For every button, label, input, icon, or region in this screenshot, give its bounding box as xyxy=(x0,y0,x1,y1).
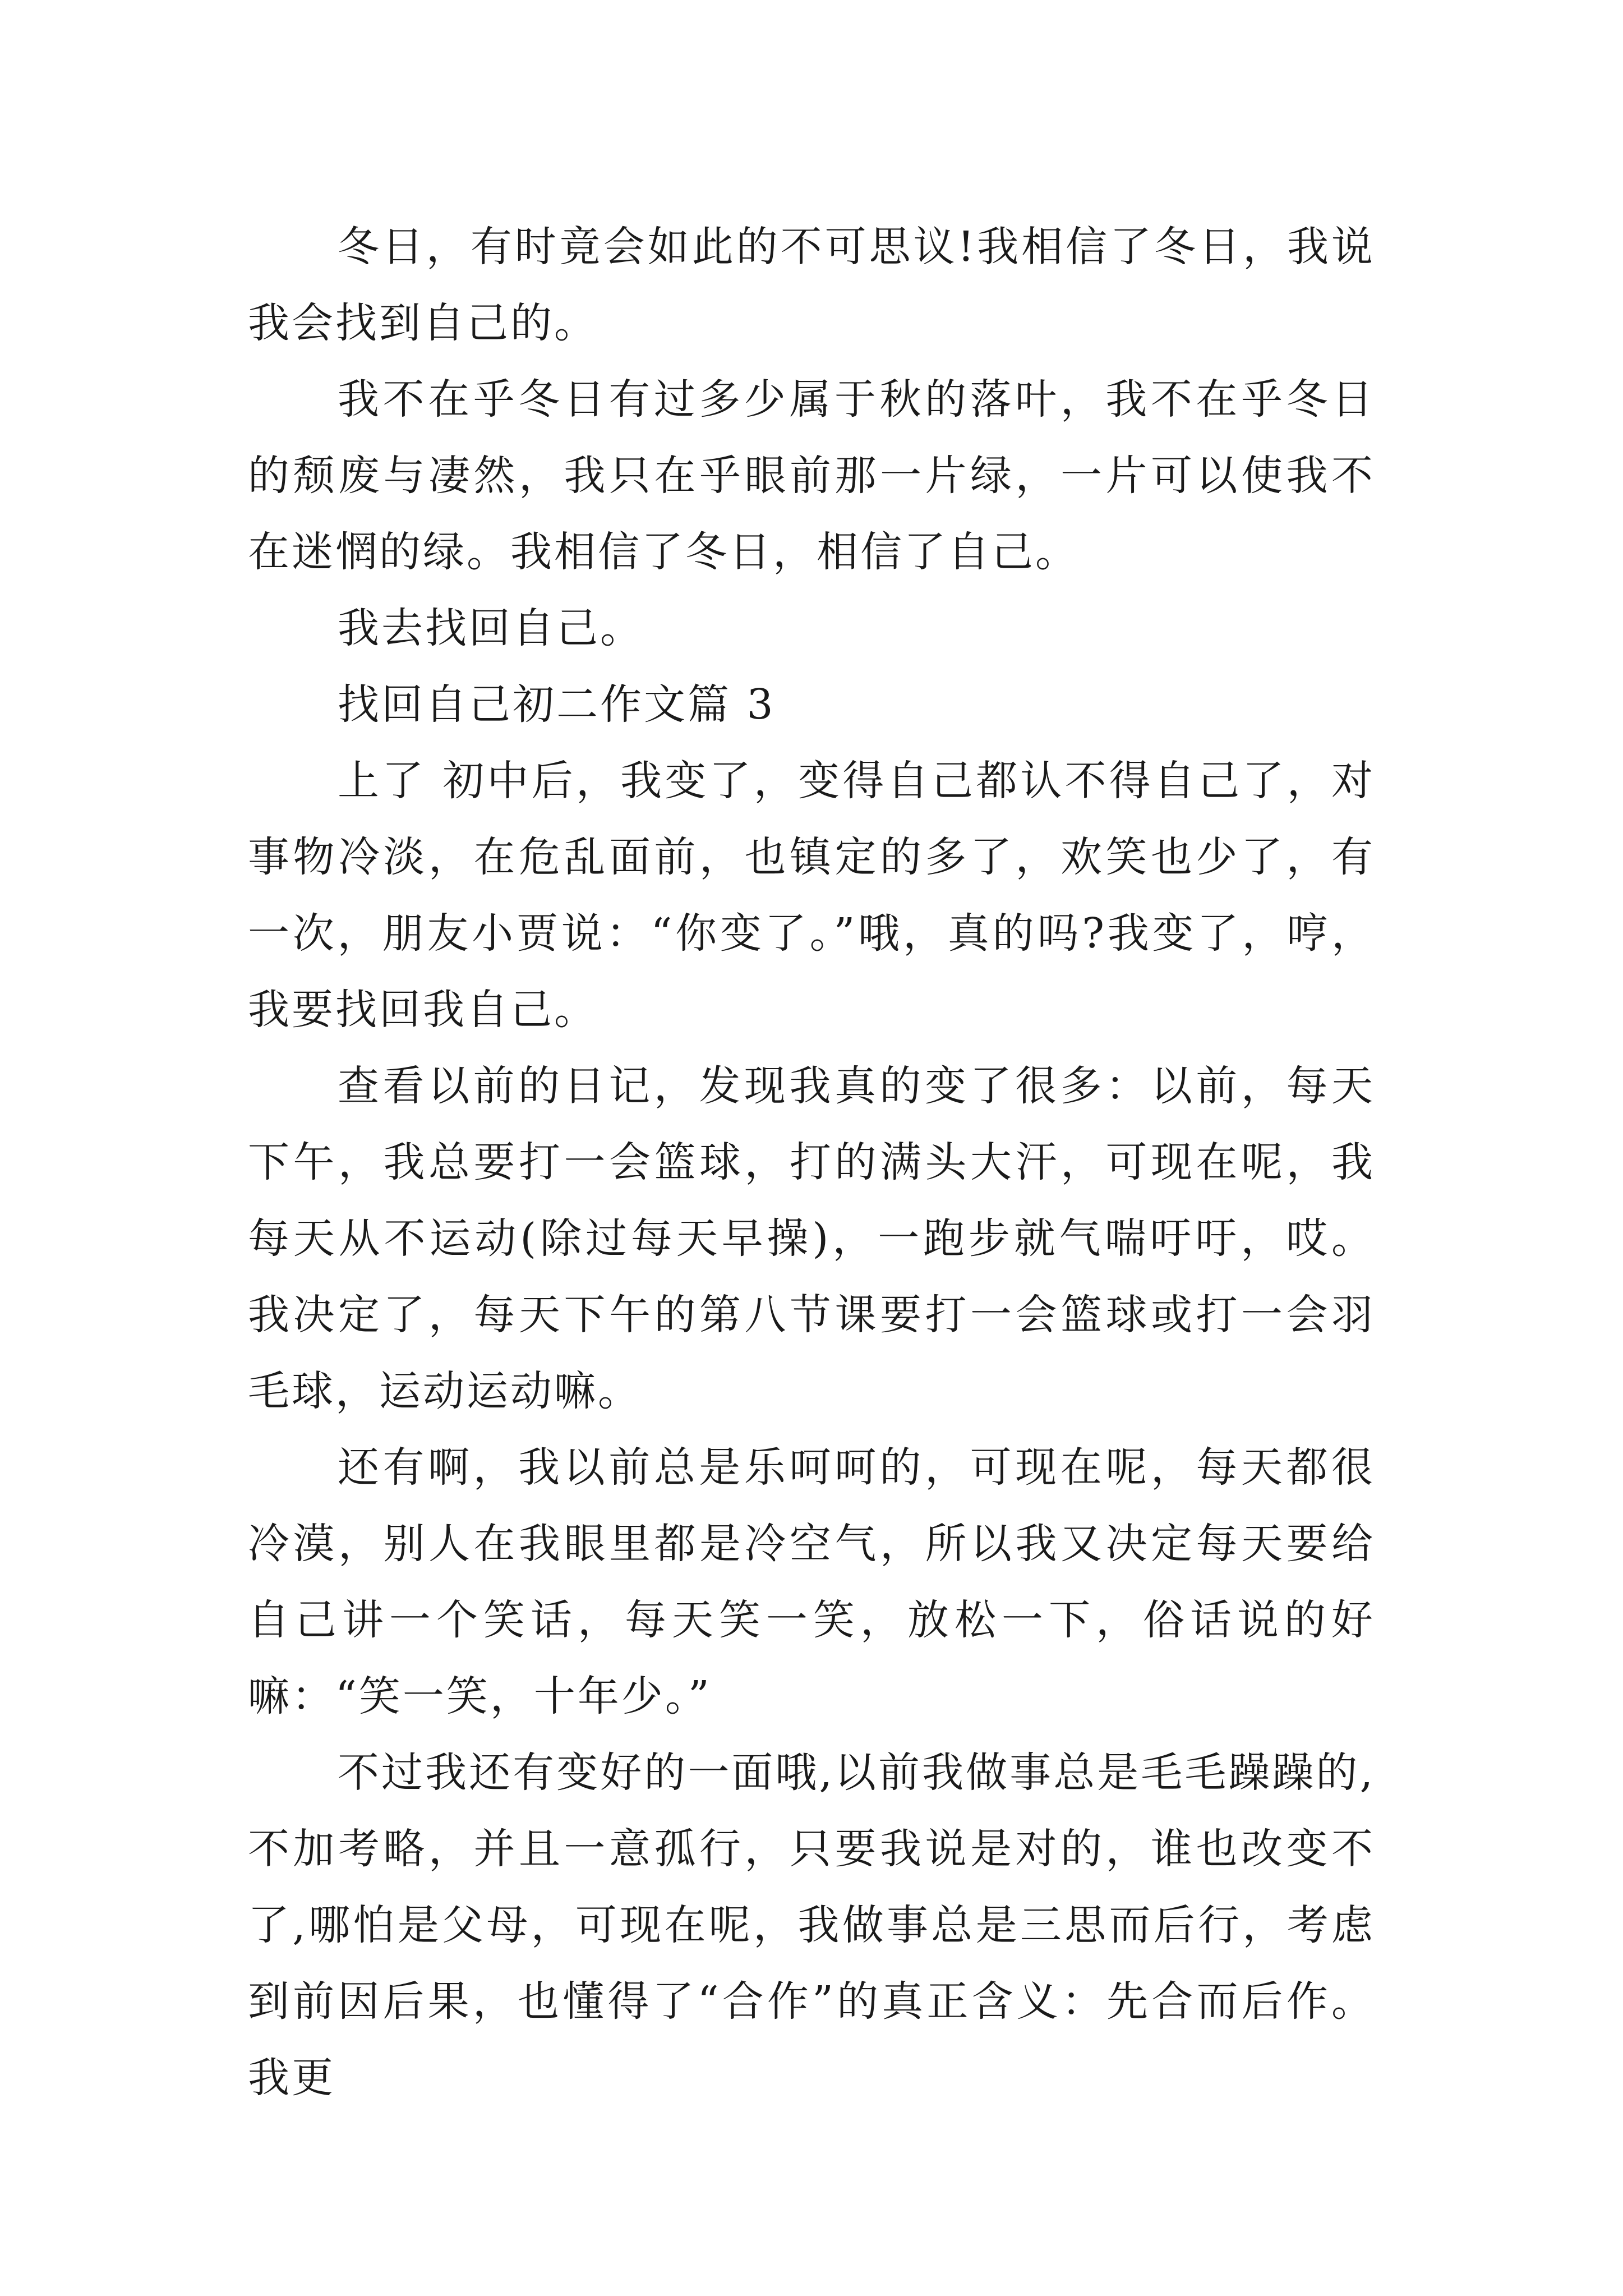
paragraph: 还有啊，我以前总是乐呵呵的，可现在呢，每天都很冷漠，别人在我眼里都是冷空气，所以我又决定每天要给自己讲一个笑话，每天笑一笑，放松一下，俗话说的好嘛：“笑一笑，十年少。” xyxy=(248,1443,1375,1720)
paragraph: 查看以前的日记，发现我真的变了很多：以前，每天下午，我总要打一会篮球，打的满头大汗，可现在呢，我每天从不运动(除过每天早操)，一跑步就气喘吁吁，哎。我决定了，每天下午的第八节课要打一会篮球或打一会羽毛球，运动运动嘛。 xyxy=(248,1062,1375,1415)
paragraph: 我不在乎冬日有过多少属于秋的落叶，我不在乎冬日的颓废与凄然，我只在乎眼前那一片绿，一片可以使我不在迷惘的绿。我相信了冬日，相信了自己。 xyxy=(248,375,1375,576)
section-heading: 找回自己初二作文篇 3 xyxy=(338,680,776,729)
essay-body xyxy=(248,209,1375,2116)
paragraph: 上了 初中后，我变了，变得自己都认不得自己了，对事物冷淡，在危乱面前，也镇定的多了，欢笑也少了，有一次，朋友小贾说：“你变了。”哦，真的吗?我变了，哼，我要找回我自己。 xyxy=(248,757,1375,1034)
paragraph: 不过我还有变好的一面哦,以前我做事总是毛毛躁躁的,不加考略，并且一意孤行，只要我说是对的，谁也改变不了,哪怕是父母，可现在呢，我做事总是三思而后行，考虑到前因后果，也懂得了“合作”的真正含义：先合而后作。我更 xyxy=(248,1749,1375,2102)
paragraph: 冬日，有时竟会如此的不可思议!我相信了冬日，我说我会找到自己的。 xyxy=(248,223,1375,347)
paragraph: 我去找回自己。 xyxy=(338,604,644,652)
